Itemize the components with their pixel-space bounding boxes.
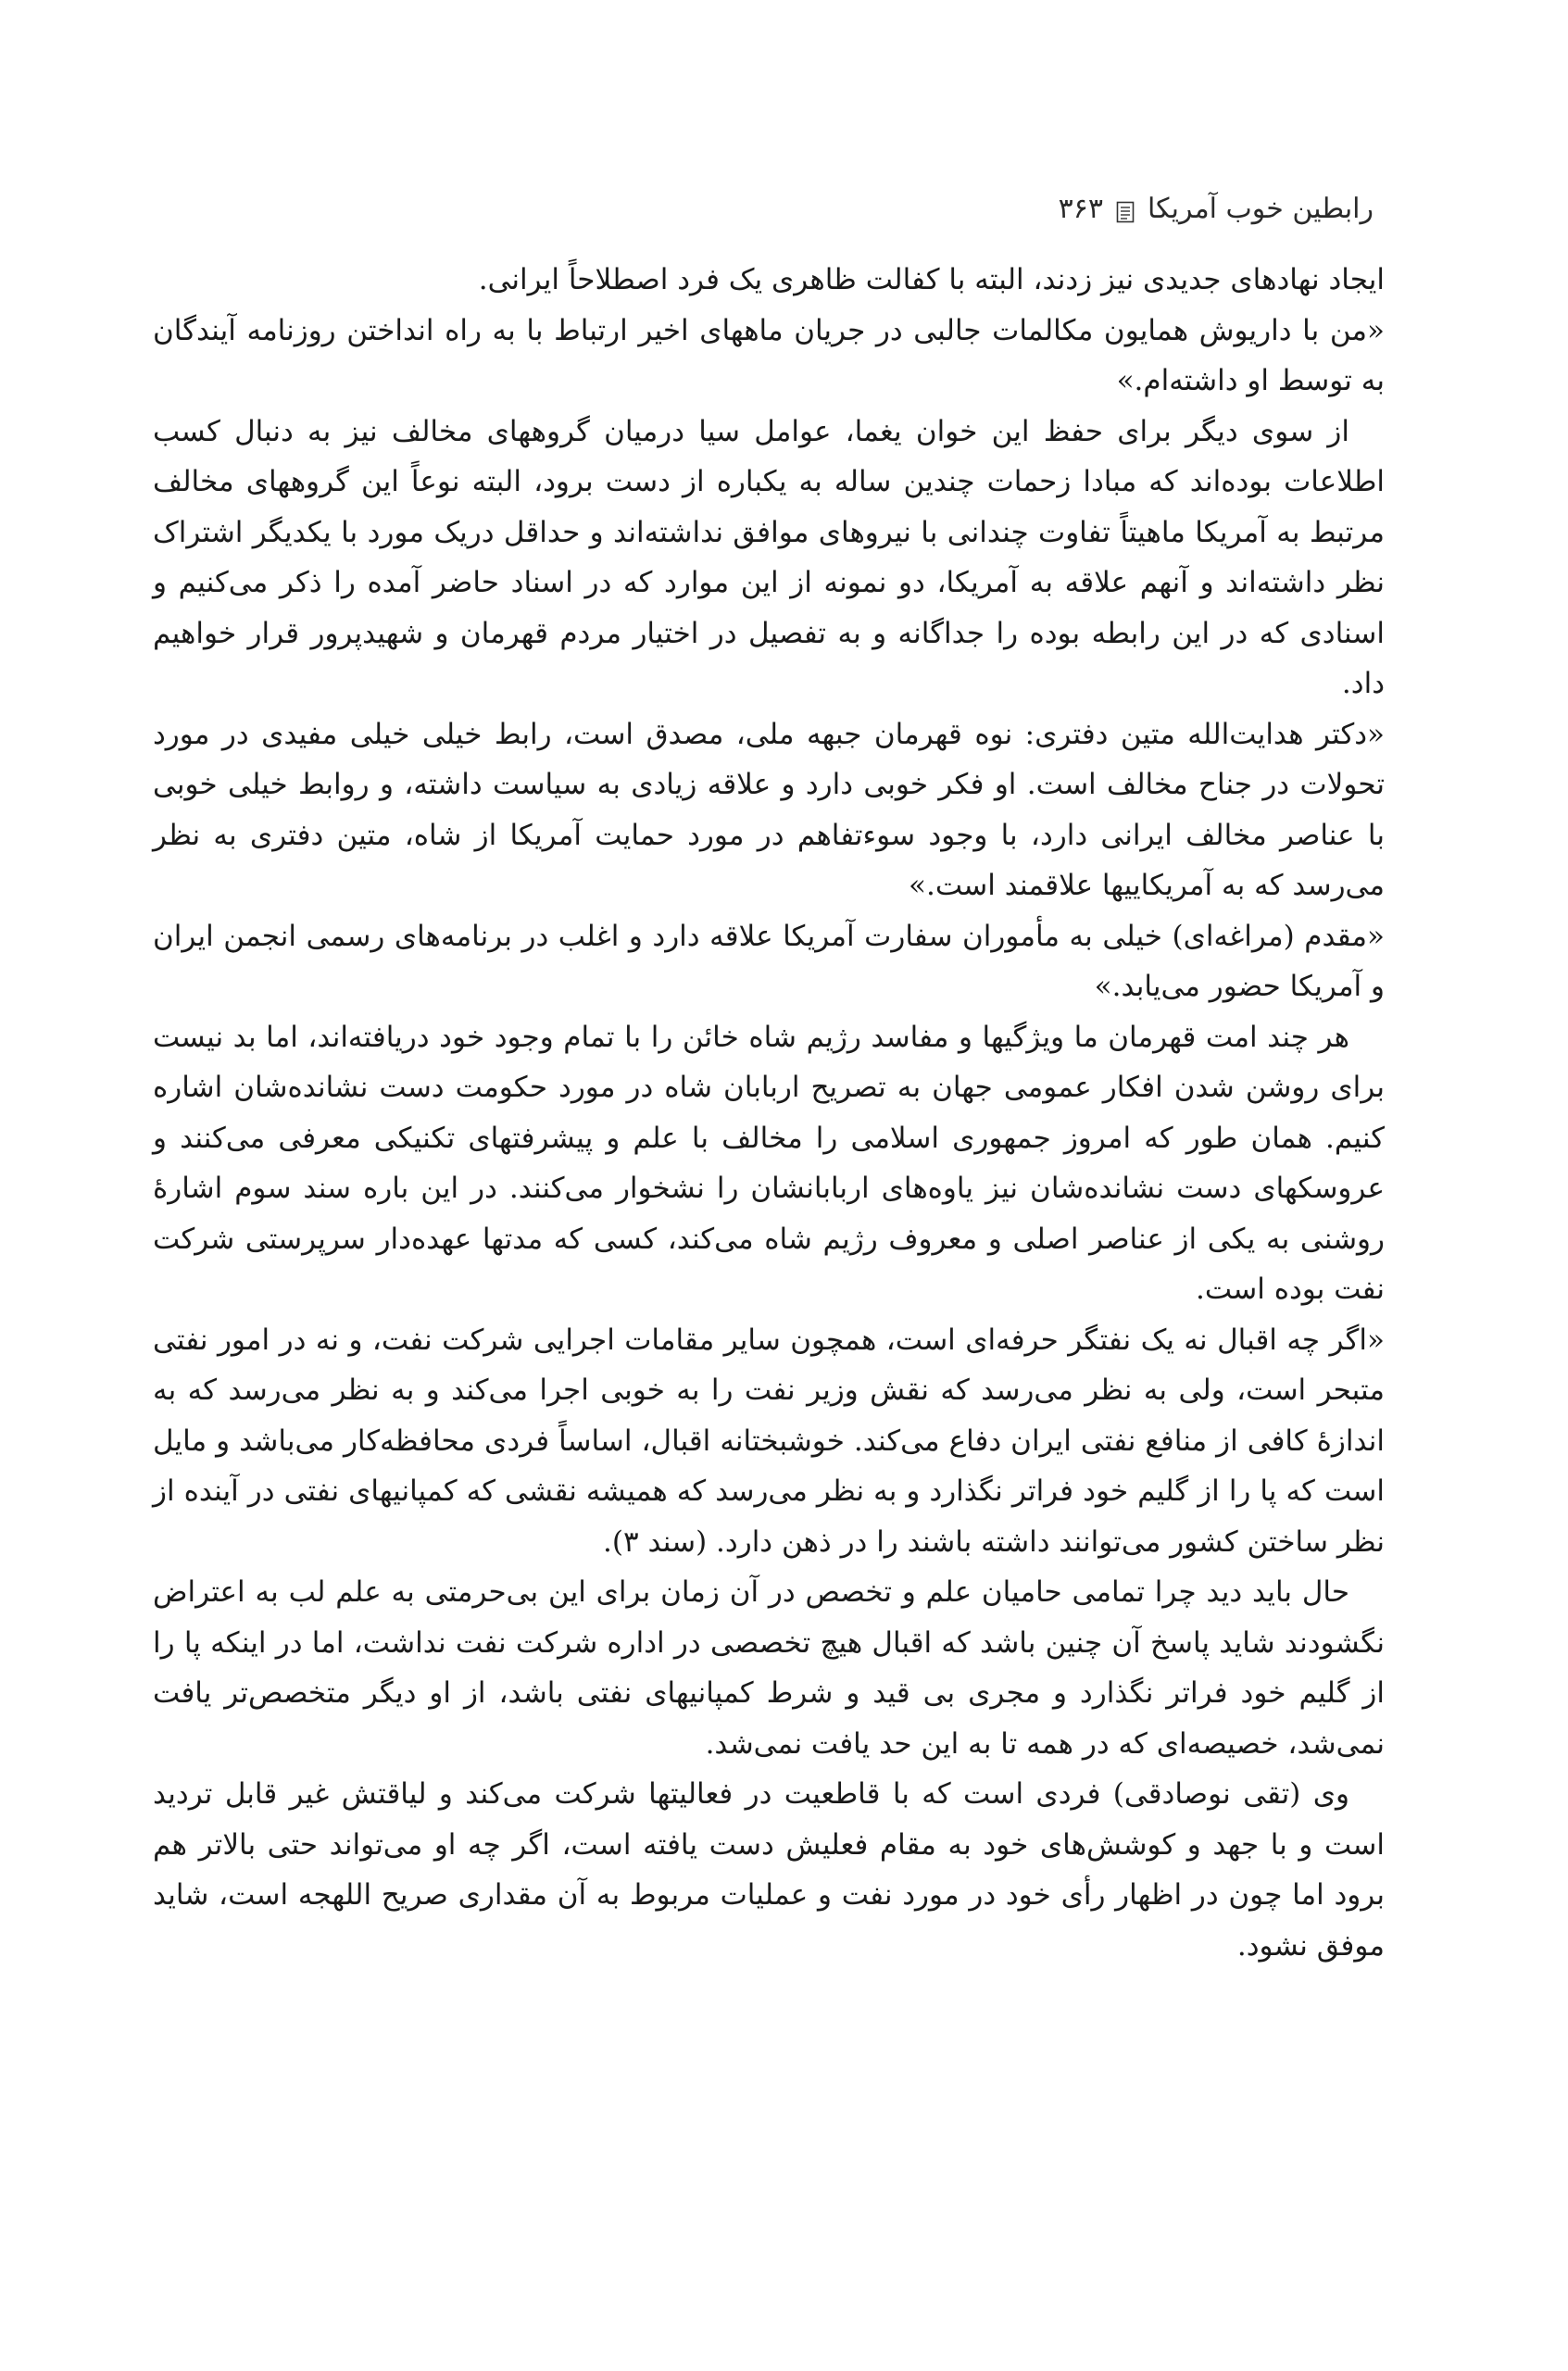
quote-paragraph-4: «دکتر هدایت‌الله متین دفتری: نوه قهرمان جبهه ملی، مصدق است، رابط خیلی خیلی مفیدی در مورد تحولات در جناح مخالف است. او فکر خوبی دارد و علاقه زیادی به سیاست داشته، و روابط خیلی خوبی با عناصر مخالف ایرانی دارد، با وجود سوءتفاهم در مورد حمایت آمریکا از شاه، متین دفتری به نظر می‌رسد که به آمریکاییها علاقمند است.» [153, 717, 1385, 902]
quote-paragraph-2: «من با داریوش همایون مکالمات جالبی در جریان ماههای اخیر ارتباط با به راه انداختن روزنامه آیندگان به توسط او داشته‌ام.» [153, 313, 1385, 397]
running-title: رابطین خوب آمریکا [1147, 193, 1374, 225]
body-text [153, 255, 1385, 1971]
paragraph-8: حال باید دید چرا تمامی حامیان علم و تخصص در آن زمان برای این بی‌حرمتی به علم لب به اعتراض نگشودند شاید پاسخ آن چنین باشد که اقبال هیچ تخصصی در اداره شرکت نفت نداشت، اما در اینکه پا را از گلیم خود فراتر نگذارد و مجری بی قید و شرط کمپانیهای نفتی باشد، از او دیگر متخصص‌تر یافت نمی‌شد، خصیصه‌ای که در همه تا به این حد یافت نمی‌شد. [153, 1575, 1385, 1761]
book-icon [1116, 198, 1135, 220]
quote-paragraph-7: «اگر چه اقبال نه یک نفتگر حرفه‌ای است، همچون سایر مقامات اجرایی شرکت نفت، و نه در امور نفتی متبحر است، ولی به نظر می‌رسد که نقش وزیر نفت را به خوبی اجرا می‌کند و به نظر می‌رسد که به اندازهٔ کافی از منافع نفتی ایران دفاع می‌کند. خوشبختانه اقبال، اساساً فردی محافظه‌کار می‌باشد و مایل است که پا را از گلیم خود فراتر نگذارد و به نظر می‌رسد که همیشه نقشی که کمپانیهای نفتی در آینده از نظر ساختن کشور می‌توانند داشته باشند را در ذهن دارد. (سند ۳). [153, 1323, 1385, 1559]
quote-paragraph-5: «مقدم (مراغه‌ای) خیلی به مأموران سفارت آمریکا علاقه دارد و اغلب در برنامه‌های رسمی انجمن ایران و آمریکا حضور می‌یابد.» [153, 919, 1385, 1003]
paragraph-3: از سوی دیگر برای حفظ این خوان یغما، عوامل سیا درمیان گروههای مخالف نیز به دنبال کسب اطلاعات بوده‌اند که مبادا زحمات چندین ساله به یکباره از دست برود، البته نوعاً این گروههای مخالف مرتبط به آمریکا ماهیتاً تفاوت چندانی با نیروهای موافق نداشته‌اند و حداقل دریک مورد با یکدیگر اشتراک نظر داشته‌اند و آنهم علاقه به آمریکا، دو نمونه از این موارد که در اسناد حاضر آمده را ذکر می‌کنیم و اسنادی که در این رابطه بوده را جداگانه و به تفصیل در اختیار مردم قهرمان و شهیدپرور قرار خواهیم داد. [153, 414, 1385, 700]
running-header [1059, 193, 1374, 225]
page-number: ۳۶۳ [1058, 193, 1103, 225]
paragraph-1: ایجاد نهادهای جدیدی نیز زدند، البته با کفالت ظاهری یک فرد اصطلاحاً ایرانی. [478, 263, 1385, 296]
paragraph-9: وی (تقی نوصادقی) فردی است که با قاطعیت در فعالیتها شرکت می‌کند و لیاقتش غیر قابل تردید است و با جهد و کوشش‌های خود به مقام فعلیش دست یافته است، اگر چه او می‌تواند حتی بالاتر هم برود اما چون در اظهار رأی خود در مورد نفت و عملیات مربوط به آن مقداری صریح اللهجه است، شاید موفق نشود. [153, 1777, 1385, 1963]
paragraph-6: هر چند امت قهرمان ما ویژگیها و مفاسد رژیم شاه خائن را با تمام وجود خود دریافته‌اند، اما بد نیست برای روشن شدن افکار عمومی جهان به تصریح اربابان شاه در مورد حکومت دست نشانده‌شان اشاره کنیم. همان طور که امروز جمهوری اسلامی را مخالف با علم و پیشرفتهای تکنیکی معرفی می‌کنند و عروسکهای دست نشانده‌شان نیز یاوه‌های اربابانشان را نشخوار می‌کنند. در این باره سند سوم اشارهٔ روشنی به یکی از عناصر اصلی و معروف رژیم شاه می‌کند، کسی که مدتها عهده‌دار سرپرستی شرکت نفت بوده است. [153, 1020, 1385, 1306]
